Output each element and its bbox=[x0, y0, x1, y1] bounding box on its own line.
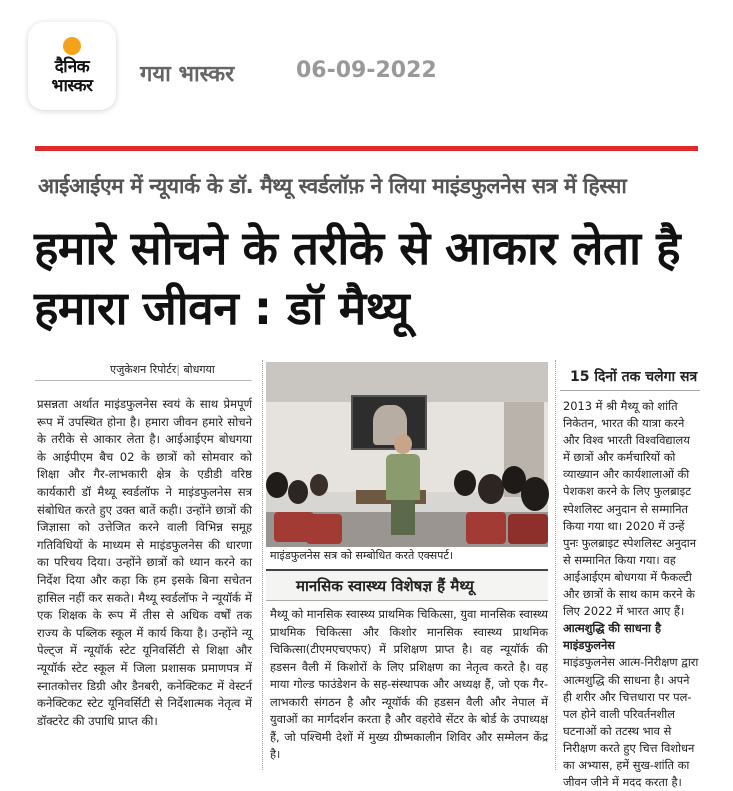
edition-name: गया भास्कर bbox=[140, 62, 235, 87]
byline-divider bbox=[35, 380, 252, 381]
logo-line1: दैनिक bbox=[54, 56, 90, 77]
column-3-paragraph: 2013 में श्री मैथ्यू को शांति निकेतन, भारत की यात्रा करने और विश्व भारती विश्वविद्यालय में छात्रों और कर्मचारियों को व्याख्यान और कार्यशालाओं की पेशकश करने के लिए फुलब्राइट स्पेशलिस्ट अनुदान से सम्मानित किया गया था। 2020 में उन्हें पुनः फुलब्राइट स्पेशलिस्ट अनुदान से सम्मानित किया गया। वह आईआईएम बोधगया में फैकल्टी और छात्रों के साथ काम करने के लिए 2022 में भारत आए हैं। bbox=[563, 399, 697, 619]
dainik-bhaskar-logo[interactable] bbox=[28, 22, 116, 110]
article-column-2: मैथ्यू को मानसिक स्वास्थ्य प्राथमिक चिकित्सा, युवा मानसिक स्वास्थ्य प्राथमिक चिकित्सा और किशोर मानसिक स्वास्थ्य प्राथमिक चिकित्सा(टीएमएचएफए) में प्रशिक्षण प्राप्त है। वह न्यूयॉर्क की हडसन वैली में किशोरों के लिए प्रशिक्षण का नेतृत्व करते है। वह माया गोल्ड फाउंडेशन के सह-संस्थापक और अध्यक्ष हैं, जो एक गैर-लाभकारी संगठन है और न्यूयॉर्क की हडसन वैली और नेपाल में युवाओं का मार्गदर्शन करता है और वहरोवे सेंटर के बोर्ड के उपाध्यक्ष हैं, जो पश्चिमी देशों में मुख्य ग्रीष्मकालीन शिविर और सम्मेलन केंद्र है। bbox=[270, 607, 548, 761]
article-column-3 bbox=[563, 398, 700, 791]
byline-reporter: एजुकेशन रिपोर्टर bbox=[110, 363, 177, 376]
side-heading: 15 दिनों तक चलेगा सत्र bbox=[570, 369, 698, 385]
sun-icon bbox=[63, 37, 81, 55]
column-divider bbox=[555, 360, 556, 770]
column-3-paragraph-2: माइंडफुलनेस आत्म-निरीक्षण द्वारा आत्मशुद्धि की साधना है। अपने ही शरीर और चित्तधारा पर पल-पल होने वाली परिवर्तनशील घटनाओं को तटस्थ भाव से निरीक्षण करते हुए चित्त विशोधन का अभ्यास, हमें सुख-शांति का जीवन जीने में मदद करता है। bbox=[563, 655, 699, 790]
byline: एजुकेशन रिपोर्टर| बोधगया bbox=[110, 363, 215, 376]
article-photo bbox=[266, 362, 548, 547]
section-subheading: मानसिक स्वास्थ्य विशेषज्ञ हैं मैथ्यू bbox=[266, 569, 548, 601]
article-kicker: आईआईएम में न्यूयार्क के डॉ. मैथ्यू स्वर्डलॉफ़ ने लिया माइंडफुलनेस सत्र में हिस्सा bbox=[38, 174, 627, 198]
header-divider bbox=[35, 146, 698, 151]
speaker bbox=[394, 434, 412, 454]
article-headline: हमारे सोचने के तरीके से आकार लेता है हमारा जीवन : डॉ मैथ्यू bbox=[34, 221, 681, 335]
photo-caption: माइंडफुलनेस सत्र को सम्बोधित करते एक्सपर्ट। bbox=[266, 547, 548, 565]
edition-date: 06-09-2022 bbox=[296, 58, 437, 83]
column-divider bbox=[262, 360, 263, 770]
byline-location: बोधगया bbox=[183, 363, 215, 376]
column-3-subheading: आत्मशुद्धि की साधना है माइंडफुलनेस bbox=[563, 621, 662, 653]
side-heading-divider bbox=[560, 390, 700, 391]
logo-line2: भास्कर bbox=[51, 75, 93, 96]
article-column-1: प्रसन्नता अर्थात माइंडफुलनेस स्वयं के साथ प्रेमपूर्ण रूप में उपस्थित होना है। हमारा जीवन हमारे सोचने के तरीके से आकार लेता है। आईआईएम बोधगया के आईपीएम बैच 02 के छात्रों को सोमवार को शिक्षा और गैर-लाभकारी क्षेत्र के एडीडी वरिष्ठ कार्यकारी डॉ मैथ्यू स्वर्डलॉफ ने माइंडफुलनेस सत्र संबोधित करते हुए उक्त बातें कही। उन्होंने छात्रों की जिज्ञासा को उत्तेजित करने वाली विभिन्न समूह गतिविधियों के माध्यम से माइंडफुलनेस की धारणा का परिचय दिया। उन्होंने छात्रों को ध्यान करने का निर्देश दिया और कहा कि हम इसके बिना सचेतन हासिल नहीं कर सकते। मैथ्यू स्वर्डलॉफ ने न्यूयॉर्क में एक शिक्षक के रूप में तीस से अधिक वर्षों तक राज्य के पब्लिक स्कूल में कार्य किया है। उन्होंने न्यू पेल्ट्ज में न्यूयॉर्क स्टेट यूनिवर्सिटी से शिक्षा और न्यूयॉर्क स्टेट स्कूल में जिला प्रशासक प्रमाणपत्र में स्नातकोत्तर डिग्री और डैनबरी, कनेक्टिकट में वेस्टर्न कनेक्टिकट स्टेट यूनिवर्सिटी से निर्देशात्मक नेतृत्व में डॉक्टरेट की उपाधि प्राप्त की। bbox=[37, 397, 252, 728]
projector-screen bbox=[351, 395, 427, 450]
